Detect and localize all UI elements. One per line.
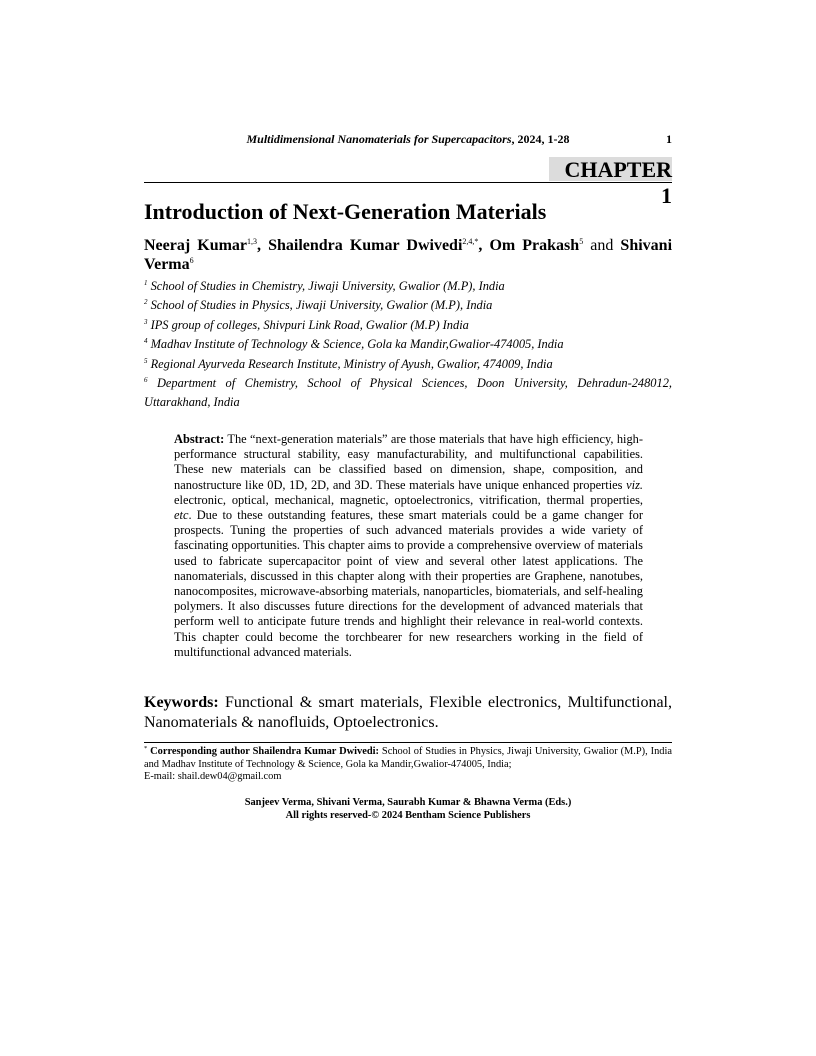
author-name: Neeraj Kumar [144, 237, 248, 254]
running-head [144, 132, 672, 147]
author-name: Shailendra Kumar Dwivedi [268, 237, 463, 254]
footnote [144, 746, 672, 784]
keywords-text: Functional & smart materials, Flexible electronics, Multifunctional, Nanomaterials & nanofluids, Optoelectronics. [144, 694, 672, 731]
affiliation-item [144, 316, 672, 335]
abstract [174, 432, 643, 660]
abstract-text: The “next-generation materials” are those materials that have high efficiency, high-performance structural stability, easy manufacturability, and multifunctional capabilities. These new materials can be classified based on dimension, shape, composition, and nanostructure like 0D, 1D, 2D, and 3D. These materials have unique enhanced properties [174, 432, 643, 492]
copyright-block [144, 797, 672, 822]
footnote-label: Corresponding author Shailendra Kumar Dwivedi: [147, 746, 379, 757]
affiliation-text: IPS group of colleges, Shivpuri Link Road, Gwalior (M.P) India [150, 317, 469, 332]
keywords-label: Keywords: [144, 694, 219, 711]
footnote-corresponding [144, 746, 672, 771]
author-separator: and [583, 237, 621, 254]
abstract-etc: etc [174, 508, 189, 523]
footnote-email: E-mail: shail.dew04@gmail.com [144, 771, 282, 783]
affiliation-item [144, 355, 672, 374]
author-affiliation-sup: 6 [189, 256, 194, 265]
affiliation-text: School of Studies in Physics, Jiwaji University, Gwalior (M.P), India [150, 298, 493, 313]
affiliation-text: Department of Chemistry, School of Physical Sciences, Doon University, Dehradun-248012, Uttarakhand, India [144, 376, 672, 410]
author-separator: , [257, 237, 269, 254]
author-affiliation-sup: 1,3 [247, 237, 258, 246]
author-affiliation-sup: 5 [579, 237, 584, 246]
chapter-label: CHAPTER 1 [549, 157, 672, 181]
keywords [144, 693, 672, 733]
journal-name: Multidimensional Nanomaterials for Supercapacitors [246, 132, 512, 146]
affiliation-list [144, 277, 672, 413]
author-separator: , [478, 237, 490, 254]
abstract-text: electronic, optical, mechanical, magnetic, optoelectronics, vitrification, thermal properties, [174, 492, 643, 507]
affiliation-item [144, 335, 672, 354]
affiliation-item [144, 374, 672, 413]
affiliation-item [144, 277, 672, 296]
chapter-rule [144, 182, 672, 183]
chapter-title: Introduction of Next-Generation Materials [144, 199, 547, 224]
author-affiliation-sup: 2,4,* [462, 237, 479, 246]
affiliation-text: Madhav Institute of Technology & Science, Gola ka Mandir,Gwalior-474005, India [150, 337, 564, 352]
abstract-viz: viz. [626, 477, 643, 492]
abstract-text: . Due to these outstanding features, these smart materials could be a game changer for prospects. Tuning the properties of such advanced materials provides a wide variety of fascinating opportunities. This chapter aims to provide a comprehensive overview of materials used to fabricate supercapacitor point of view and several other latest applications. The nanomaterials, discussed in this chapter along with their properties are Graphene, nanotubes, nanocomposites, microwave-absorbing materials, nanoparticles, biomaterials, and self-healing polymers. It also discusses future directions for the development of advanced materials that perform well to anticipate future trends and highlight their relevance in real-world contexts. This chapter could become the torchbearer for new researchers working in the field of multifunctional advanced materials. [174, 508, 643, 659]
affiliation-number: 4 [144, 337, 148, 346]
rights-line: All rights reserved-© 2024 Bentham Science Publishers [285, 809, 531, 821]
journal-details: , 2024, 1-28 [511, 132, 570, 146]
affiliation-number: 1 [144, 279, 148, 287]
author-name: Om Prakash [489, 237, 580, 254]
editors-line: Sanjeev Verma, Shivani Verma, Saurabh Kumar & Bhawna Verma (Eds.) [244, 797, 572, 808]
footnote-star: * [144, 745, 148, 752]
footnote-rule [144, 742, 672, 743]
affiliation-text: Regional Ayurveda Research Institute, Ministry of Ayush, Gwalior, 474009, India [150, 356, 553, 371]
abstract-label: Abstract: [174, 432, 225, 446]
footnote-text: School of Studies in Physics, Jiwaji University, Gwalior (M.P), India and Madhav Institute of Technology & Science, Gola ka Mandir,Gwalior-474005, India; [144, 746, 673, 770]
affiliation-number: 6 [144, 376, 148, 385]
affiliation-number: 5 [144, 356, 148, 365]
affiliation-text: School of Studies in Chemistry, Jiwaji University, Gwalior (M.P), India [150, 279, 505, 293]
affiliation-number: 2 [144, 298, 148, 307]
page-number: 1 [666, 132, 672, 146]
affiliation-item [144, 296, 672, 315]
author-name: Shivani Verma [144, 237, 673, 273]
author-list [144, 236, 672, 274]
affiliation-number: 3 [144, 317, 148, 326]
